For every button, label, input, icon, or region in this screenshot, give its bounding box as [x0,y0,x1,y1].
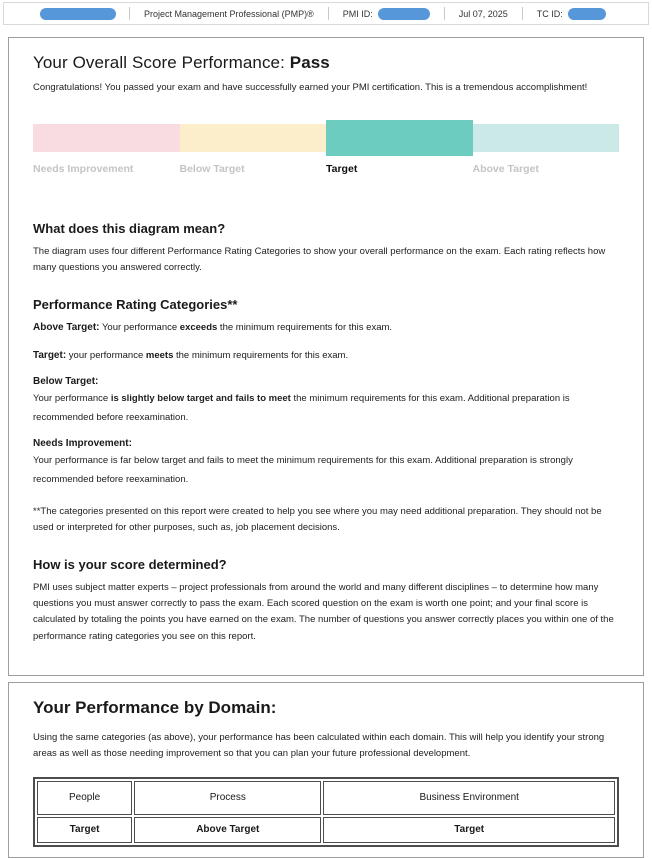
category-target-emphasis: meets [145,350,174,362]
performance-scale-labels [33,163,619,175]
pmi-id-field [343,8,430,20]
overall-score-card [8,37,644,676]
category-above-target-text: Your performance [99,322,180,334]
overall-score-result: Pass [289,53,330,72]
exam-date: Jul 07, 2025 [458,8,508,19]
category-below-target-label: Below Target: [33,376,99,388]
category-below-target-emphasis: is slightly below target and fails to meet [110,393,291,405]
overall-score-title-prefix: Your Overall Score Performance: [33,53,290,72]
header-divider [328,7,329,20]
category-below-target-text-post: the minimum requirements for this exam. Additional preparation is recommended before reexamination. [33,393,570,424]
category-above-target-label: Above Target: [33,322,100,334]
domain-rating-row [37,817,615,843]
pmi-id-label: PMI ID: [342,8,373,19]
scale-segment-target [326,120,473,156]
header-divider [444,7,445,20]
scale-label-above-target: Above Target [472,163,539,175]
redacted-candidate-name [40,8,116,20]
credential-title: Project Management Professional (PMP)® [144,8,314,19]
domain-section-heading: Your Performance by Domain: [33,697,277,717]
domain-cell-business-environment: Business Environment [323,781,615,815]
category-below-target [33,376,619,426]
performance-scale-bar [33,120,619,156]
score-section-heading: How is your score determined? [33,557,227,573]
category-below-target-text-pre: Your performance [33,393,111,405]
categories-section-heading: Performance Rating Categories** [33,297,238,313]
tc-id-field [537,8,606,20]
category-target-text: the minimum requirements for this exam. [173,350,349,362]
category-needs-improvement-label: Needs Improvement: [33,437,132,449]
category-below-target-text [33,393,570,423]
scale-label-below-target: Below Target [179,163,245,175]
category-above-target-text: the minimum requirements for this exam. [217,322,393,334]
report-header [3,2,649,25]
diagram-section-body: The diagram uses four different Performance Rating Categories to show your overall performance on the exam. Each rating reflects how many questions you answered correctly. [33,246,606,274]
category-above-target-emphasis: exceeds [179,322,218,334]
domain-section-intro: Using the same categories (as above), your performance has been calculated within each domain. This will help you identify your strong areas as well as those needing improvement so that you can plan your future professional development. [33,731,605,759]
scale-segment-needs-improvement [33,124,180,152]
domain-performance-card [8,682,644,858]
categories-footnote: **The categories presented on this report were created to help you see where you may need additional preparation. They should not be used or interpreted for other purposes, such as, job placement decisions. [33,505,602,533]
rating-cell-business-environment: Target [323,817,615,843]
rating-cell-people: Target [37,817,132,843]
category-target-text: your performance [66,350,146,362]
category-needs-improvement [33,438,619,488]
header-divider [129,7,130,20]
domain-header-row [37,781,615,815]
diagram-section-heading: What does this diagram mean? [33,221,226,236]
rating-cell-process: Above Target [134,817,321,843]
category-above-target [33,320,619,336]
tc-id-label: TC ID: [536,8,563,19]
category-needs-improvement-text: Your performance is far below target and fails to meet the minimum requirements for this exam. Additional preparation is strongly recommended before reexamination. [33,454,573,485]
header-divider [522,7,523,20]
scale-segment-above-target [473,124,620,152]
overall-score-title [33,53,619,73]
category-target-label: Target: [33,350,67,362]
scale-label-target: Target [326,163,358,175]
score-section-body: PMI uses subject matter experts – project professionals from around the world and many different disciplines – to determine how many questions you must answer correctly to pass the exam. Each scored question on the exam is worth one point; and your final score is calculated by totaling the points you have earned on the exam. The number of questions you answer correctly places you within one of the performance rating categories you see on this report. [33,582,614,642]
scale-label-needs-improvement: Needs Improvement [33,163,134,175]
category-target [33,348,619,364]
domain-performance-table [33,777,619,847]
domain-cell-process: Process [134,781,321,815]
scale-segment-below-target [180,124,327,152]
redacted-pmi-id [378,8,430,20]
redacted-tc-id [568,8,606,20]
congratulations-text: Congratulations! You passed your exam and have successfully earned your PMI certification. This is a tremendous accomplishment! [33,82,588,93]
domain-cell-people: People [37,781,132,815]
